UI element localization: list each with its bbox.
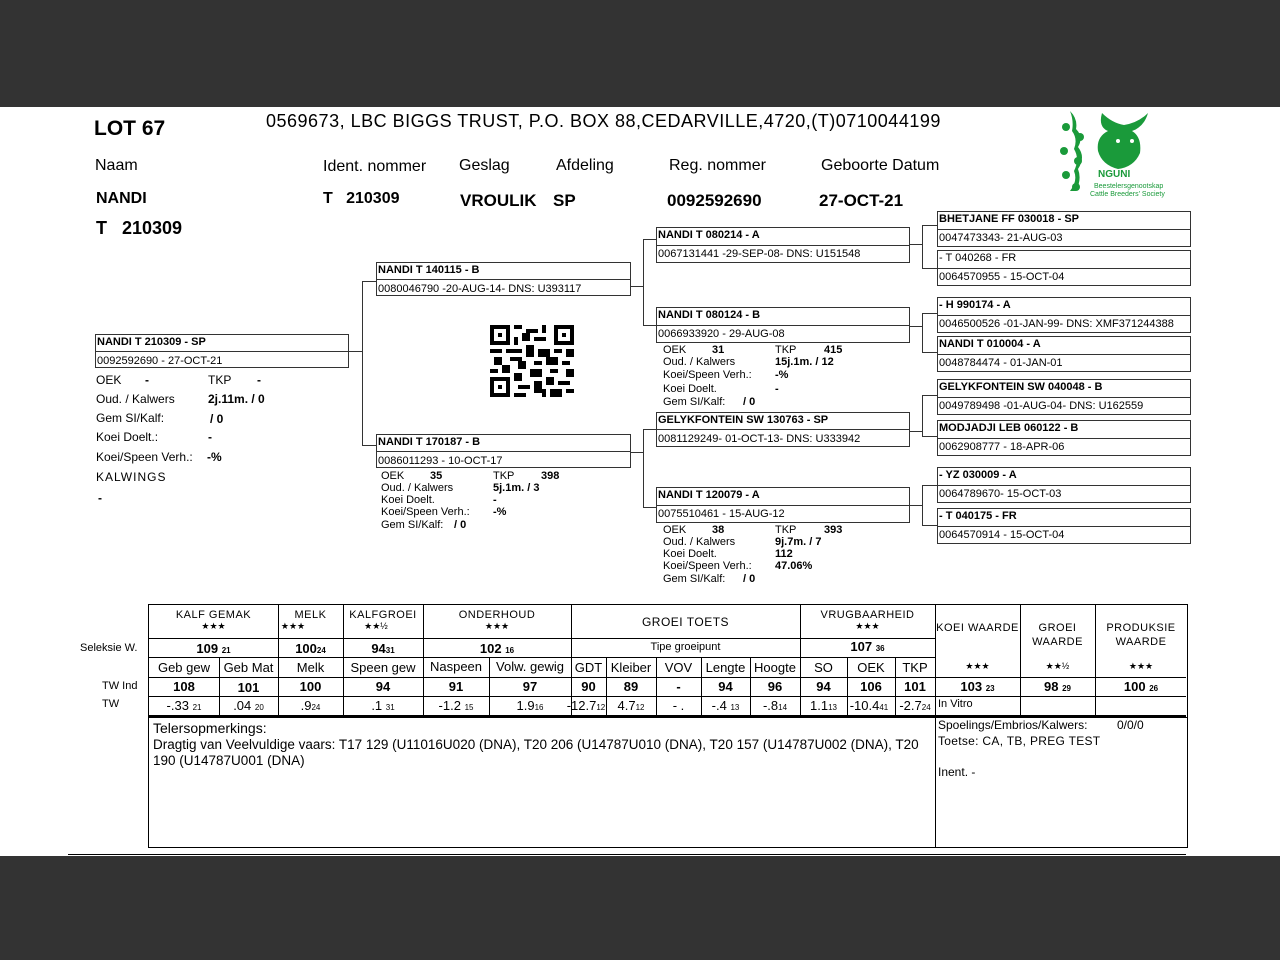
inent-text: Inent. - <box>938 765 976 779</box>
connector <box>643 239 644 325</box>
seleksie-melk: 10024 <box>295 641 326 656</box>
subject-sub: 0092592690 - 27-OCT-21 <box>97 355 223 367</box>
dam-koei-label: Koei Doelt. <box>381 494 435 506</box>
twind-cell: 94 <box>816 679 831 694</box>
sd-sub: 0066933920 - 29-AUG-08 <box>658 328 785 340</box>
group-melk: MELK <box>294 609 327 621</box>
qr-code <box>490 325 574 397</box>
animal-afdeling: SP <box>553 191 576 210</box>
dd-oud: 9j.7m. / 7 <box>775 536 822 548</box>
dam-oud: 5j.1m. / 3 <box>493 482 540 494</box>
tw-cell: 4.712 <box>617 698 645 713</box>
connector <box>643 429 644 507</box>
sd-gemsi: / 0 <box>743 396 756 408</box>
gen4-box <box>937 420 1191 456</box>
connector <box>362 281 376 282</box>
sire-title: NANDI T 140115 - B <box>378 264 480 276</box>
dd-tkp-label: TKP <box>775 524 797 536</box>
col-naspeen: Naspeen <box>429 659 483 674</box>
connector <box>643 429 656 430</box>
header-reg: Reg. nommer <box>669 157 766 174</box>
gen4-title: GELYKFONTEIN SW 040048 - B <box>939 381 1103 393</box>
dam-oek: 35 <box>430 470 443 482</box>
connector <box>922 525 937 526</box>
ss-title: NANDI T 080214 - A <box>658 229 760 241</box>
subject-koeispeen: -% <box>207 450 222 464</box>
ss-sub: 0067131441 -29-SEP-08- DNS: U151548 <box>658 248 861 260</box>
twind-cell: 91 <box>448 679 464 694</box>
connector <box>922 313 937 314</box>
subject-gemsi: / 0 <box>210 412 224 426</box>
dam-box <box>376 434 631 468</box>
group-kalfgemak: KALF GEMAK <box>175 609 252 621</box>
gen4-sub: 0064789670- 15-OCT-03 <box>939 488 1062 500</box>
twind-cell: 94 <box>718 679 733 694</box>
subject-kalwings: - <box>98 491 102 505</box>
tw-cell: -1.2 15 <box>438 698 474 713</box>
twind-cell: - <box>676 679 681 694</box>
animal-naam: NANDI <box>96 190 147 207</box>
gen4-box <box>937 508 1191 544</box>
gen4-sub: 0048784474 - 01-JAN-01 <box>939 357 1063 369</box>
connector <box>643 325 656 326</box>
row-label-seleksie: Seleksie W. <box>80 642 138 654</box>
twind-cell: 90 <box>581 679 596 694</box>
connector <box>908 431 922 432</box>
dd-tkp: 393 <box>824 524 843 536</box>
subject-box <box>95 334 349 368</box>
connector <box>922 485 923 525</box>
tw-cell: -2.724 <box>899 698 931 713</box>
connector <box>348 351 362 352</box>
gen4-box <box>937 467 1191 503</box>
logo-name: NGUNI <box>1098 169 1131 180</box>
stars-kalfgroei: ★★½ <box>364 621 388 631</box>
sd-title: NANDI T 080124 - B <box>658 309 761 321</box>
col-vov: VOV <box>664 660 693 675</box>
twind-cell: 101 <box>237 680 260 695</box>
remarks-title: Telersopmerkings: <box>153 720 267 736</box>
subject-koeispeen-label: Koei/Speen Verh.: <box>96 450 193 464</box>
group-onderhoud: ONDERHOUD <box>458 609 536 621</box>
connector <box>922 225 923 268</box>
col-speen-gew: Speen gew <box>350 660 416 675</box>
header-geboorte: Geboorte Datum <box>821 157 940 174</box>
sd-oud-label: Oud. / Kalwers <box>663 356 736 368</box>
col-hoogte: Hoogte <box>754 660 796 675</box>
bottom-rule <box>68 854 1186 855</box>
tw-cell: -12.712 <box>566 698 606 713</box>
connector <box>922 395 923 436</box>
sd-box <box>656 307 910 343</box>
dd-oek: 38 <box>712 524 725 536</box>
subject-gemsi-label: Gem SI/Kalf: <box>96 411 165 425</box>
owner-line: 0569673, LBC BIGGS TRUST, P.O. BOX 88,CEDARVILLE,4720,(T)0710044199 <box>266 111 941 131</box>
connector <box>922 485 937 486</box>
group-produksie: PRODUKSIE WAARDE <box>1106 622 1176 648</box>
animal-id-big: T 210309 <box>96 218 183 238</box>
col-geb-mat: Geb Mat <box>223 660 274 675</box>
tw-cell: .1 31 <box>371 698 395 713</box>
subject-tkp-label: TKP <box>208 373 232 387</box>
header-geslag: Geslag <box>459 157 510 174</box>
waarde-produksie: 100 26 <box>1123 679 1159 694</box>
gen4-box <box>937 336 1191 372</box>
sire-box <box>376 262 631 296</box>
col-lengte: Lengte <box>705 660 746 675</box>
connector <box>922 352 937 353</box>
gen4-sub: 0049789498 -01-AUG-04- DNS: U162559 <box>939 400 1144 412</box>
gen4-sub: 0047473343- 21-AUG-03 <box>939 232 1063 244</box>
pedigree-document <box>0 107 1280 856</box>
tw-cell: .04 20 <box>233 698 264 713</box>
row-label-tw: TW <box>102 698 120 710</box>
seleksie-kalfgemak: 109 21 <box>196 641 231 656</box>
col-tkp: TKP <box>902 660 928 675</box>
twind-cell: 96 <box>767 679 783 694</box>
gen4-box <box>937 250 1191 286</box>
waarde-groei: 98 29 <box>1044 679 1071 694</box>
dam-tkp: 398 <box>541 470 560 482</box>
dd-oud-label: Oud. / Kalwers <box>663 536 736 548</box>
stars-onderhoud: ★★★ <box>484 621 510 631</box>
spoelings-value: 0/0/0 <box>1117 718 1144 732</box>
sd-oek: 31 <box>712 344 725 356</box>
group-groeitoets: GROEI TOETS <box>641 615 730 629</box>
dam-oek-label: OEK <box>381 470 405 482</box>
dam-title: NANDI T 170187 - B <box>378 436 481 448</box>
animal-geboorte: 27-OCT-21 <box>819 191 904 210</box>
dd-koeispeen-label: Koei/Speen Verh.: <box>663 560 752 572</box>
tw-cell: - . <box>672 698 685 713</box>
twind-cell: 94 <box>375 679 391 694</box>
animal-ident: T 210309 <box>323 190 400 207</box>
connector <box>362 281 363 445</box>
dd-title: NANDI T 120079 - A <box>658 489 760 501</box>
connector <box>908 244 922 245</box>
subject-oud: 2j.11m. / 0 <box>208 392 265 406</box>
connector <box>908 326 922 327</box>
group-kalfgroei: KALFGROEI <box>349 609 417 621</box>
sd-oud: 15j.1m. / 12 <box>775 356 834 368</box>
tw-cell: -.814 <box>762 698 788 713</box>
stars-vrugbaarheid: ★★★ <box>855 621 880 631</box>
col-oek: OEK <box>857 660 885 675</box>
dam-koeispeen: -% <box>493 506 507 518</box>
group-tipe: Tipe groeipunt <box>650 641 721 653</box>
group-koei: KOEI WAARDE <box>936 622 1019 634</box>
logo-line2: Cattle Breeders' Society <box>1090 191 1165 198</box>
tw-cell: -10.441 <box>849 698 889 713</box>
subject-koei-label: Koei Doelt.: <box>96 430 159 444</box>
col-so: SO <box>814 660 833 675</box>
subject-oek: - <box>145 373 149 387</box>
gen4-title: BHETJANE FF 030018 - SP <box>939 213 1079 225</box>
sd-oek-label: OEK <box>663 344 687 356</box>
toetse-text: Toetse: CA, TB, PREG TEST <box>938 734 1101 748</box>
twind-cell: 97 <box>522 679 538 694</box>
dd-gemsi-label: Gem SI/Kalf: <box>663 573 726 585</box>
subject-oud-label: Oud. / Kalwers <box>96 392 175 406</box>
seleksie-onderhoud: 102 16 <box>479 641 515 656</box>
connector <box>922 436 937 437</box>
sd-koei-label: Koei Doelt. <box>663 383 717 395</box>
gen4-sub: 0064570955 - 15-OCT-04 <box>939 271 1065 283</box>
ds-box <box>656 412 910 447</box>
stars-groei: ★★½ <box>1045 661 1070 671</box>
spoelings-label: Spoelings/Embrios/Kalwers: <box>938 718 1088 732</box>
col-kleiber: Kleiber <box>610 660 652 675</box>
sd-koeispeen-label: Koei/Speen Verh.: <box>663 369 752 381</box>
row-label-twind: TW Ind <box>102 680 138 692</box>
dam-koei: - <box>493 494 497 506</box>
connector <box>362 445 376 446</box>
header-naam: Naam <box>95 157 138 174</box>
twind-cell: 108 <box>173 679 195 694</box>
remarks-text: Dragtig van Veelvuldige vaars: T17 129 (U11016U020 (DNA), T20 206 (U14787U010 (DNA), T20 157 (U14787U002 (DNA), T20 190 (U14787U001 (DNA) <box>153 737 919 768</box>
sire-sub: 0080046790 -20-AUG-14- DNS: U393117 <box>378 283 582 295</box>
subject-koei: - <box>208 430 212 444</box>
sd-tkp-label: TKP <box>775 344 797 356</box>
col-gdt: GDT <box>574 660 603 675</box>
stars-kalfgemak: ★★★ <box>201 621 226 631</box>
stars-melk: ★★★ <box>280 621 306 631</box>
dd-oek-label: OEK <box>663 524 687 536</box>
seleksie-vrugbaarheid: 107 36 <box>850 639 885 654</box>
gen4-title: - YZ 030009 - A <box>939 469 1017 481</box>
twind-cell: 100 <box>299 679 322 694</box>
gen4-box <box>937 379 1191 415</box>
subject-title: NANDI T 210309 - SP <box>97 336 206 348</box>
connector <box>922 225 937 226</box>
tw-cell: 1.113 <box>810 698 837 713</box>
remarks-box <box>148 717 1188 848</box>
dam-tkp-label: TKP <box>493 470 515 482</box>
gen4-title: NANDI T 010004 - A <box>939 338 1041 350</box>
twind-cell: 101 <box>904 679 926 694</box>
dam-koeispeen-label: Koei/Speen Verh.: <box>381 506 470 518</box>
dd-koeispeen: 47.06% <box>775 560 813 572</box>
subject-oek-label: OEK <box>96 373 122 387</box>
connector <box>922 268 937 269</box>
tw-cell: -.4 13 <box>711 698 740 713</box>
gen4-box <box>937 297 1191 333</box>
col-geb-gew: Geb gew <box>157 660 211 675</box>
dd-koei: 112 <box>775 548 793 560</box>
waarde-koei: 103 23 <box>960 679 995 694</box>
dam-gemsi-label: Gem SI/Kalf: <box>381 519 444 531</box>
logo-line1: Beestelersgenootskap <box>1094 183 1164 190</box>
connector <box>643 507 656 508</box>
gen4-box <box>937 211 1191 247</box>
seleksie-kalfgroei: 9431 <box>371 641 395 656</box>
sd-tkp: 415 <box>824 344 843 356</box>
blup-table <box>148 604 1188 718</box>
connector <box>630 452 643 453</box>
connector <box>643 239 656 240</box>
tw-cell: 1.916 <box>516 698 544 713</box>
stars-koei: ★★★ <box>965 661 990 671</box>
dd-gemsi: / 0 <box>743 573 756 585</box>
dam-sub: 0086011293 - 10-OCT-17 <box>378 455 503 467</box>
connector <box>922 313 923 352</box>
connector <box>630 286 643 287</box>
gen4-title: MODJADJI LEB 060122 - B <box>939 422 1079 434</box>
header-afdeling: Afdeling <box>556 157 614 174</box>
twind-cell: 89 <box>623 679 639 694</box>
ds-title: GELYKFONTEIN SW 130763 - SP <box>658 414 829 426</box>
sd-koei: - <box>775 383 779 395</box>
group-vrugbaarheid: VRUGBAARHEID <box>820 609 915 621</box>
stars-produksie: ★★★ <box>1128 661 1154 671</box>
lot-number: LOT 67 <box>94 117 166 140</box>
group-groei: GROEI WAARDE <box>1032 622 1083 648</box>
col-volw-gewig: Volw. gewig <box>496 659 564 674</box>
dam-oud-label: Oud. / Kalwers <box>381 482 454 494</box>
gen4-title: - H 990174 - A <box>939 299 1011 311</box>
dd-sub: 0075510461 - 15-AUG-12 <box>658 508 785 520</box>
in-vitro-label: In Vitro <box>938 698 973 710</box>
subject-tkp: - <box>257 373 261 387</box>
sd-koeispeen: -% <box>775 369 789 381</box>
header-ident: Ident. nommer <box>323 158 427 175</box>
sd-gemsi-label: Gem SI/Kalf: <box>663 396 726 408</box>
ds-sub: 0081129249- 01-OCT-13- DNS: U333942 <box>658 433 861 445</box>
gen4-sub: 0046500526 -01-JAN-99- DNS: XMF371244388 <box>939 318 1174 330</box>
subject-kalwings-label: KALWINGS <box>96 470 167 484</box>
connector <box>922 395 937 396</box>
tw-cell: .924 <box>300 698 321 713</box>
dd-koei-label: Koei Doelt. <box>663 548 717 560</box>
animal-geslag: VROULIK <box>460 191 537 210</box>
dd-box <box>656 487 910 523</box>
gen4-title: - T 040268 - FR <box>939 252 1017 264</box>
connector <box>908 505 922 506</box>
gen4-title: - T 040175 - FR <box>939 510 1017 522</box>
gen4-sub: 0062908777 - 18-APR-06 <box>939 441 1065 453</box>
gen4-sub: 0064570914 - 15-OCT-04 <box>939 529 1065 541</box>
dam-gemsi: / 0 <box>454 519 467 531</box>
ss-box <box>656 227 910 263</box>
animal-reg: 0092592690 <box>667 191 762 210</box>
tw-cell: -.33 21 <box>166 698 202 713</box>
twind-cell: 106 <box>860 679 882 694</box>
col-melk: Melk <box>296 660 325 675</box>
